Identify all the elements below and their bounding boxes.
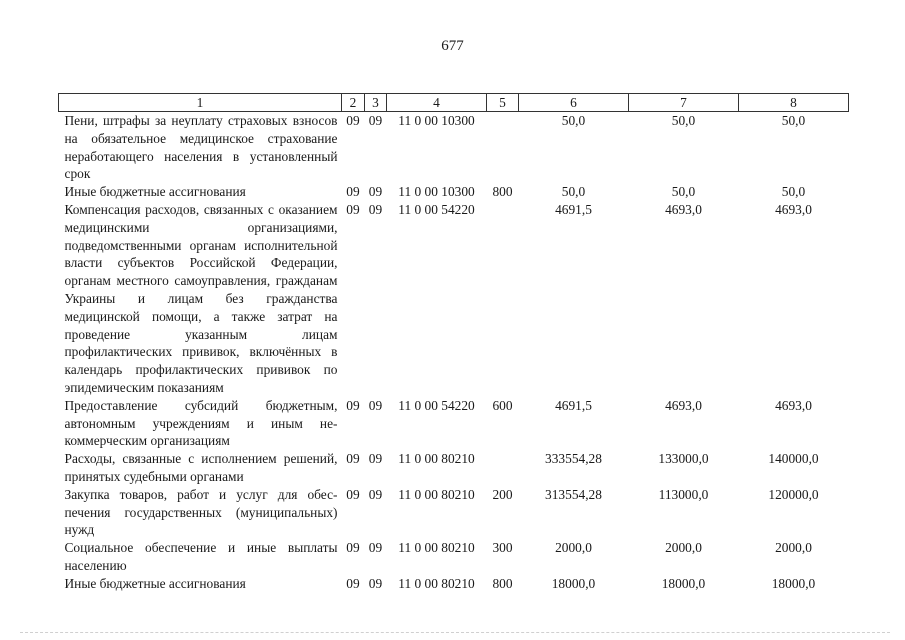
row-value-1: 2000,0 [555, 540, 592, 556]
scan-edge-divider [20, 632, 890, 636]
row-value-2: 4693,0 [665, 201, 702, 217]
table-row [59, 112, 849, 184]
row-value-3: 50,0 [781, 184, 806, 200]
table-row [59, 539, 849, 575]
header-col-8: 8 [739, 94, 849, 112]
row-name: Социальное обеспечение и иные выплаты населению [64, 540, 338, 573]
row-target-code: 11 0 00 80210 [398, 540, 475, 556]
row-value-3: 4693,0 [775, 201, 812, 217]
row-expense-type: 800 [492, 575, 513, 591]
row-target-code: 11 0 00 80210 [398, 451, 475, 467]
row-value-2: 18000,0 [661, 575, 706, 591]
table-row [59, 397, 849, 450]
row-value-1: 4691,5 [555, 201, 592, 217]
row-target-code: 11 0 00 80210 [398, 486, 475, 502]
table-body [59, 112, 849, 593]
row-name: Иные бюджетные ассигнования [64, 575, 246, 591]
row-name: Закупка товаров, работ и услуг для обеспечения государственных (муниципальных) нужд [64, 486, 338, 538]
header-col-6: 6 [519, 94, 629, 112]
row-subsection: 09 [368, 113, 383, 128]
row-value-1: 50,0 [561, 184, 586, 200]
row-value-1: 50,0 [561, 113, 586, 128]
budget-table [58, 93, 849, 593]
row-value-2: 4693,0 [665, 397, 702, 413]
row-value-3: 2000,0 [775, 540, 812, 556]
table-header [59, 94, 849, 112]
row-subsection: 09 [368, 397, 383, 413]
row-value-3: 120000,0 [768, 486, 819, 502]
table-row [59, 575, 849, 593]
row-target-code: 11 0 00 54220 [398, 397, 475, 413]
row-subsection: 09 [368, 184, 383, 200]
row-value-2: 50,0 [671, 113, 696, 128]
header-col-2: 2 [342, 94, 365, 112]
header-col-4: 4 [387, 94, 487, 112]
row-value-1: 4691,5 [555, 397, 592, 413]
row-value-3: 4693,0 [775, 397, 812, 413]
row-section: 09 [346, 540, 360, 556]
budget-table-container [58, 93, 848, 593]
row-target-code: 11 0 00 10300 [398, 184, 475, 200]
row-value-2: 2000,0 [665, 540, 702, 556]
row-section: 09 [346, 451, 360, 467]
row-target-code: 11 0 00 54220 [398, 201, 475, 217]
row-section: 09 [346, 575, 360, 591]
row-value-2: 50,0 [671, 184, 696, 200]
row-value-3: 50,0 [781, 113, 806, 128]
row-name: Пени, штрафы за неуплату страховых взносов на обязательное медицинское страхование неработающего населения в установленный срок [64, 113, 338, 182]
header-col-5: 5 [487, 94, 519, 112]
row-subsection: 09 [368, 486, 383, 502]
table-row [59, 450, 849, 486]
row-section: 09 [346, 486, 360, 502]
row-value-1: 313554,28 [545, 486, 602, 502]
row-value-2: 133000,0 [658, 451, 709, 467]
row-section: 09 [346, 201, 360, 217]
row-subsection: 09 [368, 201, 383, 217]
row-expense-type: 800 [492, 184, 513, 200]
row-value-2: 113000,0 [658, 486, 709, 502]
row-expense-type: 600 [492, 397, 513, 413]
row-section: 09 [346, 184, 360, 200]
row-target-code: 11 0 00 80210 [398, 575, 475, 591]
row-expense-type: 200 [492, 486, 513, 502]
row-value-1: 18000,0 [551, 575, 596, 591]
row-name: Иные бюджетные ассигнования [64, 184, 246, 200]
row-value-3: 140000,0 [768, 451, 819, 467]
row-subsection: 09 [368, 540, 383, 556]
row-section: 09 [346, 397, 360, 413]
row-subsection: 09 [368, 451, 383, 467]
page-number: 677 [441, 38, 464, 54]
row-section: 09 [346, 113, 360, 128]
row-expense-type [487, 201, 519, 397]
row-expense-type [487, 112, 519, 184]
row-value-3: 18000,0 [771, 575, 816, 591]
row-target-code: 11 0 00 10300 [398, 113, 475, 128]
header-col-3: 3 [365, 94, 387, 112]
row-expense-type: 300 [492, 540, 513, 556]
table-row [59, 486, 849, 539]
row-expense-type [487, 450, 519, 486]
table-row [59, 201, 849, 397]
table-row [59, 183, 849, 201]
header-col-1: 1 [59, 94, 342, 112]
row-name: Предоставление субсидий бюджетным, автономным учреждениям и иным некоммерческим организациям [64, 397, 338, 449]
row-subsection: 09 [368, 575, 383, 591]
row-value-1: 333554,28 [545, 451, 602, 467]
row-name: Компенсация расходов, связанных с оказанием медицинскими организациями, подведомственными органам исполнительной власти субъектов Российской Федерации, органам местного самоуправления, гражданам Украины и лицам без гражданства медицинской помощи, а также затрат на проведение указанным лицам профилактических прививок, включённых в календарь профилактических прививок по эпидемическим показаниям [64, 201, 338, 395]
header-col-7: 7 [629, 94, 739, 112]
row-name: Расходы, связанные с исполнением решений, принятых судебными органами [64, 451, 338, 484]
header-row [59, 94, 849, 112]
